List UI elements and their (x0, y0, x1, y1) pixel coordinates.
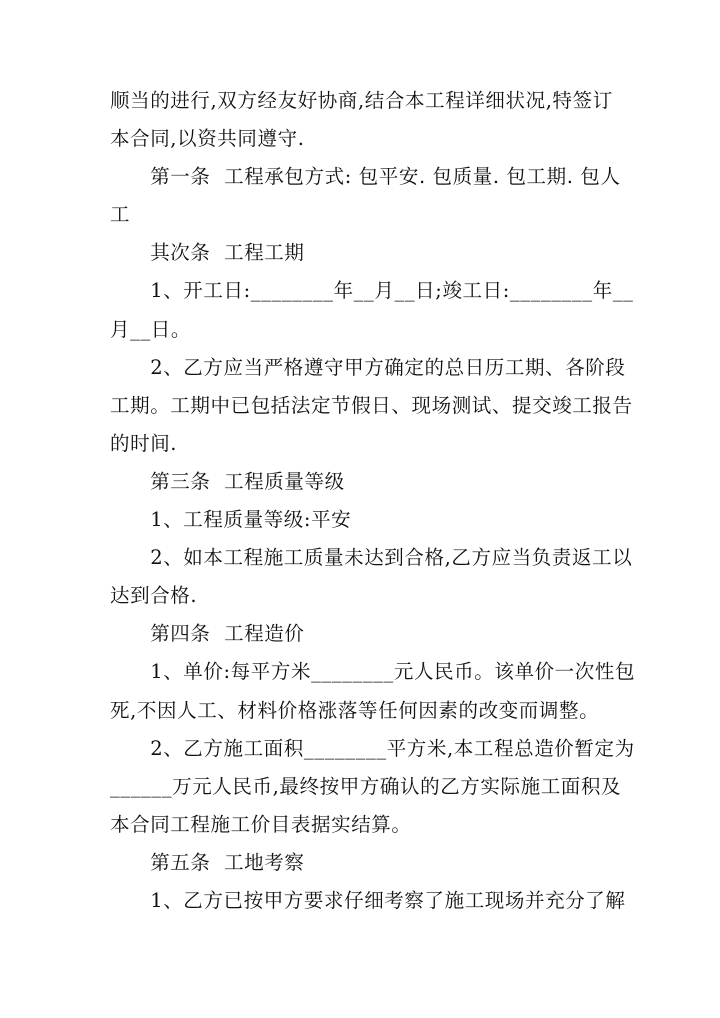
text-line: 顺当的进行,双方经友好协商,结合本工程详细状况,特签订 (110, 89, 613, 112)
contract-text-body (110, 82, 636, 920)
article-3-heading: 第三条 工程质量等级 (110, 469, 345, 493)
text-line: 1、单价:每平方米________元人民币。该单价一次性包 (110, 660, 636, 684)
text-line: 本合同,以资共同遵守. (110, 127, 305, 151)
text-line: 2、乙方施工面积________平方米,本工程总造价暂定为 (110, 736, 635, 760)
text-line: 达到合格. (110, 584, 198, 608)
text-line: ______万元人民币,最终按甲方确认的乙方实际施工面积及 (110, 774, 622, 798)
text-line: 的时间. (110, 431, 178, 455)
text-line: 工期。工期中已包括法定节假日、现场测试、提交竣工报告 (110, 393, 633, 417)
article-4-heading: 第四条 工程造价 (110, 622, 305, 646)
article-5-heading: 第五条 工地考察 (110, 850, 305, 874)
article-1-heading: 第一条 工程承包方式: 包平安. 包质量. 包工期. 包人 (110, 165, 621, 189)
text-line: 工 (110, 203, 131, 227)
article-2-heading: 其次条 工程工期 (110, 241, 305, 265)
text-line: 月__日。 (110, 317, 191, 341)
text-line: 1、乙方已按甲方要求仔细考察了施工现场并充分了解 (110, 888, 626, 912)
text-line: 本合同工程施工价目表据实结算。 (110, 812, 412, 836)
text-line: 死,不因人工、材料价格涨落等任何因素的改变而调整。 (110, 698, 600, 722)
text-line: 2、乙方应当严格遵守甲方确定的总日历工期、各阶段 (110, 355, 626, 379)
text-line: 1、工程质量等级:平安 (110, 508, 352, 532)
text-line: 1、开工日:________年__月__日;竣工日:________年__ (110, 279, 634, 303)
text-line: 2、如本工程施工质量未达到合格,乙方应当负责返工以 (110, 546, 633, 570)
